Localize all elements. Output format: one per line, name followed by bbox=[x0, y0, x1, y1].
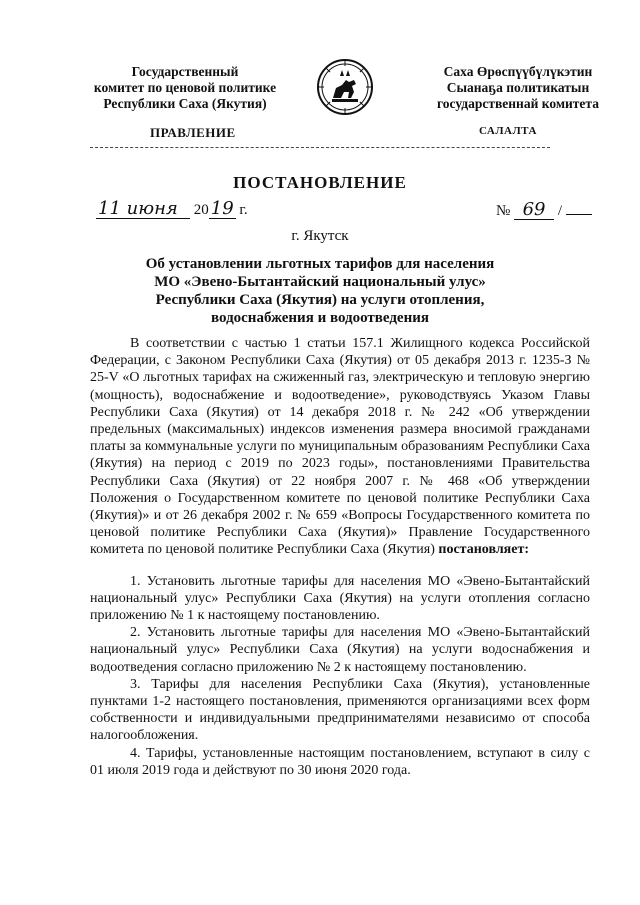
board-label-russian: ПРАВЛЕНИЕ bbox=[150, 125, 236, 140]
document-body bbox=[90, 335, 590, 779]
date-year-prefix: 20 bbox=[193, 202, 209, 218]
sakha-coat-of-arms-icon bbox=[316, 58, 374, 116]
document-city: г. Якутск bbox=[291, 228, 349, 244]
date-day: 11 июня bbox=[96, 200, 190, 219]
issuer-line: Саха Өрөспүүбүлүкэтин bbox=[443, 64, 593, 79]
resolution-item: 3. Тарифы для населения Республики Саха (Якутия), установленные пунктами 1-2 настоящего постановления, применяются организациями всех форм собственности и индивидуальными предпринимателями независимо от способа налогообложения. bbox=[90, 676, 590, 744]
date-year-suffix: 19 bbox=[210, 198, 234, 219]
heading-line: МО «Эвено-Бытантайский национальный улус» bbox=[154, 274, 486, 290]
heading-line: водоснабжения и водоотведения bbox=[211, 310, 429, 326]
header-divider bbox=[90, 147, 550, 148]
document-title: ПОСТАНОВЛЕНИЕ bbox=[233, 173, 407, 192]
resolution-item: 1. Установить льготные тарифы для населения МО «Эвено-Бытантайский национальный улус» Республики Саха (Якутия) на услуги отопления согласно приложению № 1 к настоящему постановлению. bbox=[90, 573, 590, 624]
issuer-name-yakut bbox=[418, 64, 618, 112]
issuer-line: Государственный bbox=[131, 64, 239, 79]
preamble-resolution: постановляет: bbox=[438, 542, 530, 558]
issuer-line: комитет по ценовой политике bbox=[93, 80, 277, 95]
number-value: 69 bbox=[514, 201, 554, 220]
number-blank bbox=[566, 200, 592, 215]
heading-line: Республики Саха (Якутия) на услуги отопления, bbox=[155, 292, 485, 308]
issuer-line: Республики Саха (Якутия) bbox=[103, 96, 267, 111]
board-label-yakut: САЛАЛТА bbox=[479, 125, 537, 137]
document-heading bbox=[90, 255, 550, 327]
issuer-name-russian bbox=[90, 64, 280, 112]
document-date bbox=[96, 200, 248, 219]
resolution-item: 4. Тарифы, установленные настоящим постановлением, вступают в силу с 01 июля 2019 года и действуют по 30 июня 2020 года. bbox=[90, 745, 590, 778]
document-number bbox=[496, 200, 592, 220]
heading-line: Об установлении льготных тарифов для населения bbox=[145, 256, 495, 272]
preamble-paragraph bbox=[90, 335, 590, 559]
issuer-line: государственнай комитета bbox=[437, 96, 599, 111]
number-prefix: № bbox=[496, 203, 511, 219]
date-unit: г. bbox=[239, 202, 248, 218]
issuer-line: Сыанаҕа политикатын bbox=[446, 80, 590, 95]
number-separator: / bbox=[557, 203, 562, 219]
resolution-item: 2. Установить льготные тарифы для населения МО «Эвено-Бытантайский национальный улус» Республики Саха (Якутия) на услуги водоснабжения и водоотведения согласно приложению № 2 к настоящему постановлению. bbox=[90, 625, 590, 675]
preamble-text: В соответствии с частью 1 статьи 157.1 Жилищного кодекса Российской Федерации, с Законом Республики Саха (Якутия) от 05 декабря 2013 г. 1235-З № 25-V «О льготных тарифах на сжиженный газ, электрическую и тепловую энергию (мощность), водоснабжение и водоотведение», руководствуясь Указом Главы Республики Саха (Якутия) от 14 декабря 2018 г. № 242 «Об утверждении предельных (максимальных) индексов изменения размера вносимой гражданами платы за коммунальные услуги по муниципальным образованиям Республики Саха (Якутия) на период с 2019 по 2023 годы», постановлениями Правительства Республики Саха (Якутия) от 22 ноября 2007 г. № 468 «Об утверждении Положения о Государственном комитете по ценовой политике Республики Саха (Якутия)» и от 26 декабря 2002 г. № 659 «Вопросы Государственного комитета по ценовой политике Республики Саха (Якутия)» Правление Государственного комитета по ценовой политике Республики Саха (Якутия) bbox=[90, 336, 590, 558]
